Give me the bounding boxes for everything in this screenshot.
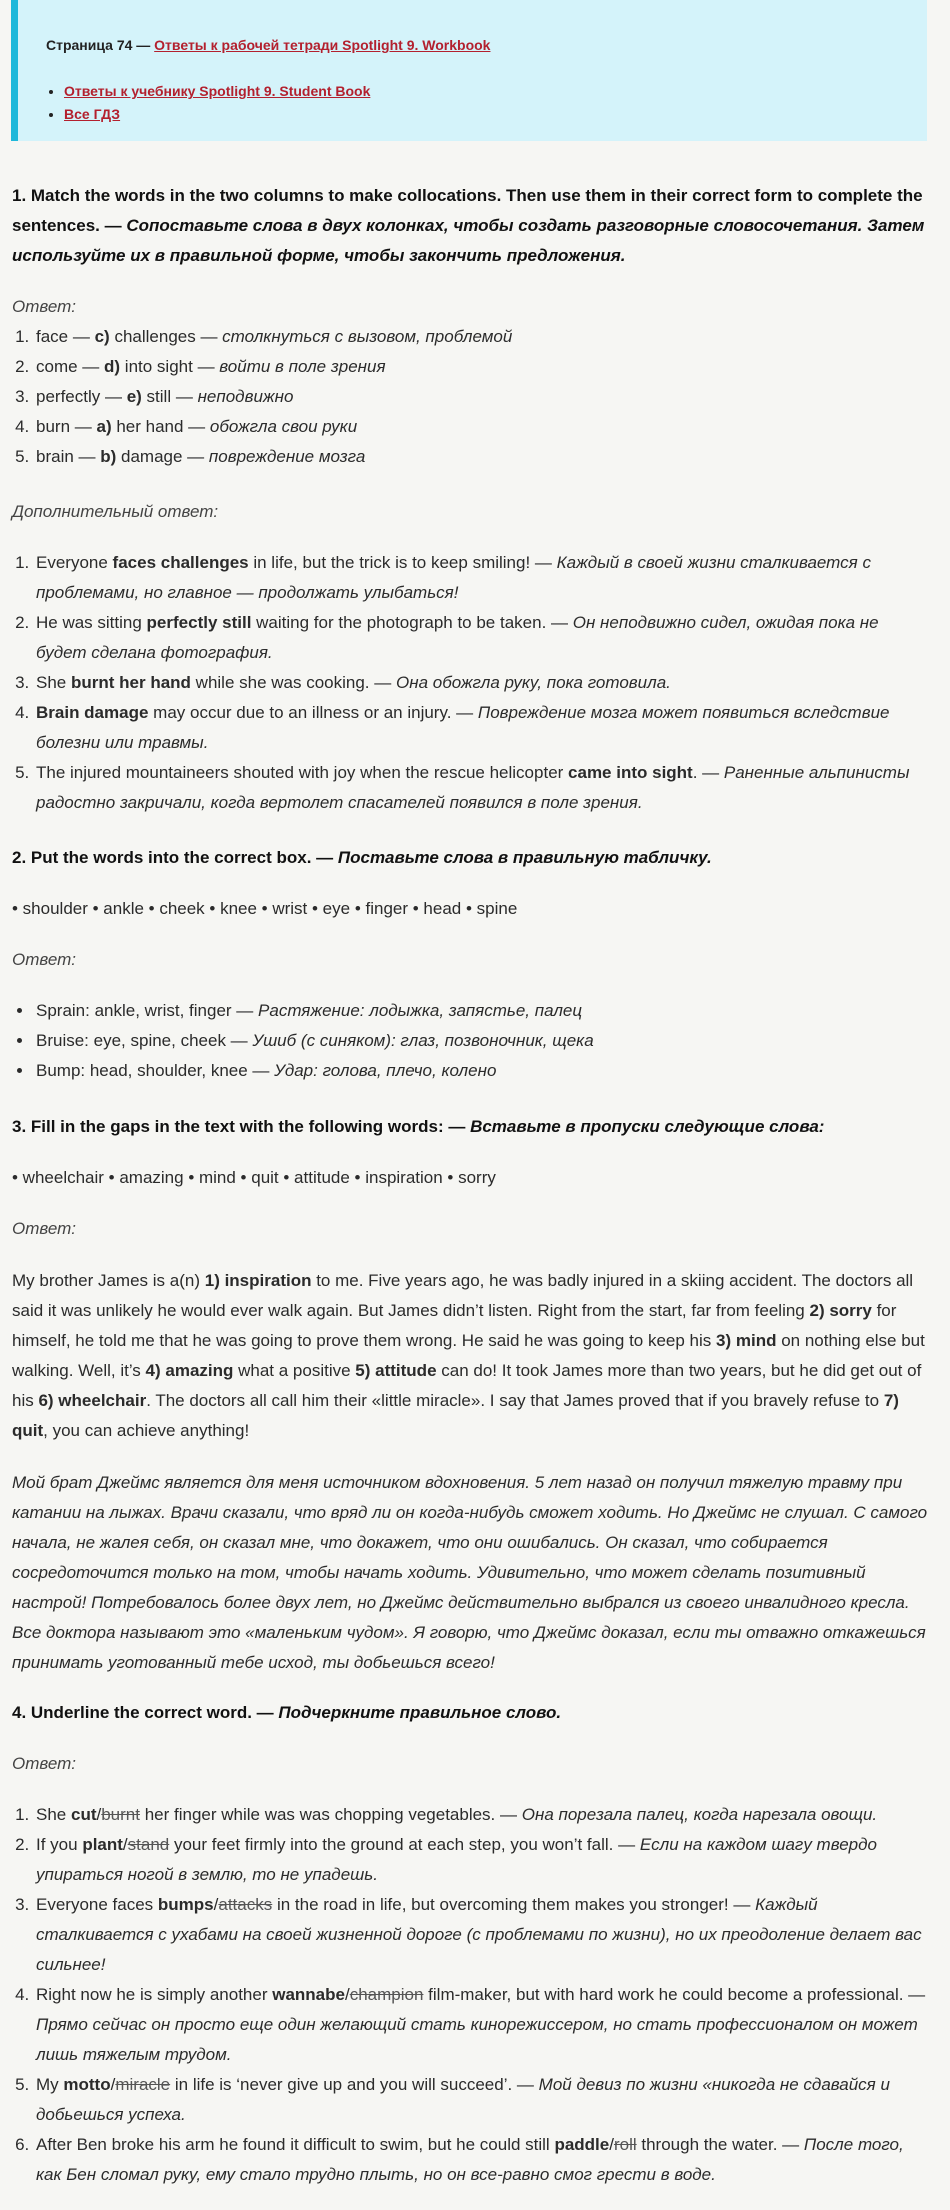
answer-label: Ответ: xyxy=(12,297,77,316)
ex3-ru-text xyxy=(12,1468,930,1678)
answer-label: Ответ: xyxy=(12,1219,77,1238)
ex3-q-en: 3. Fill in the gaps in the text with the following words: — xyxy=(12,1117,471,1136)
student-book-link[interactable]: Ответы к учебнику Spotlight 9. Student Book xyxy=(64,83,371,99)
ex4-items xyxy=(12,1800,930,2190)
ex3-question xyxy=(12,1112,930,1142)
ex1-extra-label xyxy=(12,497,930,527)
word-list: • shoulder • ankle • cheek • knee • wrist • eye • finger • head • spine xyxy=(12,899,518,918)
list-item: 3. She burnt her hand while she was cooking. — Она обожгла руку, пока готовила. xyxy=(34,668,930,698)
list-item: 2. If you plant/stand your feet firmly into the ground at each step, you won’t fall. — Если на каждом шагу твердо упираться ногой в землю, то не упадешь. xyxy=(34,1830,930,1890)
ex4-q-en: 4. Underline the correct word. — xyxy=(12,1703,279,1722)
list-item: 4. Brain damage may occur due to an illness or an injury. — Повреждение мозга может появиться вследствие болезни или травмы. xyxy=(34,698,930,758)
ex2-q-ru: Поставьте слова в правильную табличку. xyxy=(337,848,712,867)
workbook-link[interactable]: Ответы к рабочей тетради Spotlight 9. Workbook xyxy=(154,37,491,53)
nav-item xyxy=(64,103,370,126)
page-number: Страница 74 — xyxy=(46,37,155,53)
list-item: 3. Everyone faces bumps/attacks in the road in life, but overcoming them makes you stronger! — Каждый сталкивается с ухабами на своей жизненной дороге (с проблемами по жизни), но их преодоление делает вас сильнее! xyxy=(34,1890,930,1980)
ex1-q-en: 1. Match the words in the two columns to make collocations. Then use them in their correct form to complete the sentences. — xyxy=(12,186,923,235)
ex4-question xyxy=(12,1698,930,1728)
ex3-q-ru: Вставьте в пропуски следующие слова: xyxy=(470,1117,825,1136)
ex2-answer-label xyxy=(12,945,930,975)
list-item: 4. Right now he is simply another wannabe/champion film-maker, but with hard work he could become a professional. — Прямо сейчас он просто еще один желающий стать кинорежиссером, но стать профессионалом он может лишь тяжелым трудом. xyxy=(34,1980,930,2070)
extra-answer-label: Дополнительный ответ: xyxy=(12,502,219,521)
ex1-sentences xyxy=(12,548,930,818)
page-line xyxy=(46,37,490,53)
ex2-words xyxy=(12,894,930,924)
list-item: 5. My motto/miracle in life is ‘never give up and you will succeed’. — Мой девиз по жизни «никогда не сдавайся и добьешься успеха. xyxy=(34,2070,930,2130)
ex3-words xyxy=(12,1163,930,1193)
list-item: 1. face — c) challenges — столкнуться с вызовом, проблемой xyxy=(34,322,930,352)
english-text: My brother James is a(n) 1) inspiration to me. Five years ago, he was badly injured in a skiing accident. The doctors all said it was unlikely he would ever walk again. But James didn’t listen. Right from the start, far from feeling 2) sorry for himself, he told me that he was going to prove them wrong. He said he was going to keep his 3) mind on nothing else but walking. Well, it’s 4) amazing what a positive 5) attitude can do! It took James more than two years, but he did get out of his 6) wheelchair. The doctors all call him their «little miracle». I say that James proved that if you bravely refuse to 7) quit, you can achieve anything! xyxy=(12,1271,925,1440)
ex1-answer-label xyxy=(12,292,930,322)
word-list: • wheelchair • amazing • mind • quit • attitude • inspiration • sorry xyxy=(12,1168,496,1187)
answer-label: Ответ: xyxy=(12,1754,77,1773)
list-item: • Bruise: eye, spine, cheek — Ушиб (с синяком): глаз, позвоночник, щека xyxy=(34,1026,930,1056)
list-item: 2. come — d) into sight — войти в поле зрения xyxy=(34,352,930,382)
nav-item xyxy=(64,80,370,103)
nav-box xyxy=(11,0,927,141)
list-item: 3. perfectly — e) still — неподвижно xyxy=(34,382,930,412)
answer-label: Ответ: xyxy=(12,950,77,969)
ex1-matches xyxy=(12,322,930,472)
ex1-q-ru: Сопоставьте слова в двух колонках, чтобы создать разговорные словосочетания. Затем используйте их в правильной форме, чтобы закончить предложения. xyxy=(12,216,925,265)
list-item: 1. She cut/burnt her finger while was was chopping vegetables. — Она порезала палец, когда нарезала овощи. xyxy=(34,1800,930,1830)
list-item: 2. He was sitting perfectly still waiting for the photograph to be taken. — Он неподвижно сидел, ожидая пока не будет сделана фотография. xyxy=(34,608,930,668)
ex2-items xyxy=(12,996,930,1086)
ex2-q-en: 2. Put the words into the correct box. — xyxy=(12,848,338,867)
all-gdz-link[interactable]: Все ГДЗ xyxy=(64,106,121,122)
ex3-text xyxy=(12,1266,930,1446)
ex4-q-ru: Подчеркните правильное слово. xyxy=(278,1703,562,1722)
ex4-answer-label xyxy=(12,1749,930,1779)
russian-text: Мой брат Джеймс является для меня источником вдохновения. 5 лет назад он получил тяжелую травму при катании на лыжах. Врачи сказали, что вряд ли он когда-нибудь сможет ходить. Но Джеймс не слушал. С самого начала, не жалея себя, он сказал мне, что докажет, что они ошибались. Он сказал, что собирается сосредоточится только на том, чтобы начать ходить. Удивительно, что может сделать позитивный настрой! Потребовалось более двух лет, но Джеймс действительно выбрался из своего инвалидного кресла. Все доктора называют это «маленьким чудом». Я говорю, что Джеймс доказал, если ты отважно откажешься принимать уготованный тебе исход, ты добьешься всего! xyxy=(12,1473,928,1672)
list-item: 5. brain — b) damage — повреждение мозга xyxy=(34,442,930,472)
ex2-question xyxy=(12,843,930,873)
list-item: 5. The injured mountaineers shouted with joy when the rescue helicopter came into sight. — Раненные альпинисты радостно закричали, когда вертолет спасателей появился в поле зрения. xyxy=(34,758,930,818)
ex1-question xyxy=(12,181,930,271)
list-item: 1. Everyone faces challenges in life, but the trick is to keep smiling! — Каждый в своей жизни сталкивается с проблемами, но главное — продолжать улыбаться! xyxy=(34,548,930,608)
list-item: 4. burn — a) her hand — обожгла свои руки xyxy=(34,412,930,442)
list-item: 6. After Ben broke his arm he found it difficult to swim, but he could still paddle/roll through the water. — После того, как Бен сломал руку, ему стало трудно плыть, но он все-равно смог грести в воде. xyxy=(34,2130,930,2190)
ex3-answer-label xyxy=(12,1214,930,1244)
list-item: • Bump: head, shoulder, knee — Удар: голова, плечо, колено xyxy=(34,1056,930,1086)
nav-links xyxy=(46,80,370,126)
list-item: • Sprain: ankle, wrist, finger — Растяжение: лодыжка, запястье, палец xyxy=(34,996,930,1026)
